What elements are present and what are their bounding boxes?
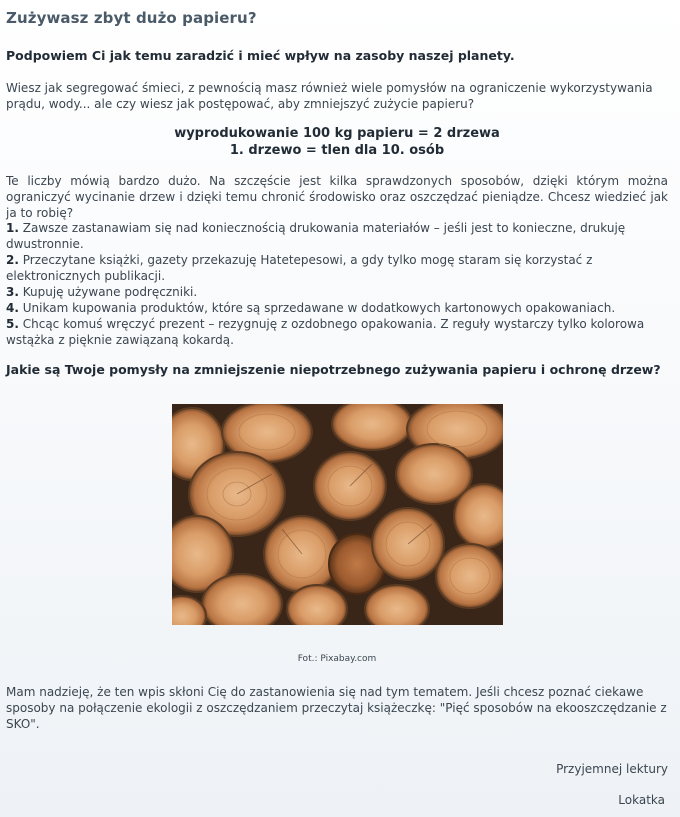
tip-text: Chcąc komuś wręczyć prezent – rezygnuję z ozdobnego opakowania. Z reguły wystarczy tylko kolorowa wstążka z pięknie zawiązaną kokardą.	[6, 317, 645, 347]
paper-formula	[6, 125, 668, 159]
tip-number: 1.	[6, 221, 19, 235]
tip-item	[6, 284, 668, 300]
facts-paragraph: Te liczby mówią bardzo dużo. Na szczęście jest kilka sprawdzonych sposobów, dzięki którym można ograniczyć wycinanie drzew i dzięki temu chronić środowisko oraz oszczędzać pieniądze. Chcesz wiedzieć jak ja to robię?	[6, 174, 668, 220]
post-lead: Podpowiem Ci jak temu zaradzić i mieć wpływ na zasoby naszej planety.	[6, 48, 515, 63]
formula-line-1: wyprodukowanie 100 kg papieru = 2 drzewa	[174, 126, 500, 141]
formula-line-2: 1. drzewo = tlen dla 10. osób	[229, 143, 445, 158]
reader-question: Jakie są Twoje pomysły na zmniejszenie niepotrzebnego zużywania papieru i ochronę drzew?	[6, 362, 661, 377]
firewood-photo	[172, 404, 503, 625]
log-ends	[172, 404, 503, 625]
tip-number: 2.	[6, 253, 19, 267]
tip-text: Zawsze zastanawiam się nad koniecznością drukowania materiałów – jeśli jest to konieczne, drukuję dwustronnie.	[6, 221, 626, 251]
author-name: Lokatka	[618, 793, 665, 807]
tip-number: 4.	[6, 301, 19, 315]
tip-item	[6, 220, 668, 252]
tip-item	[6, 316, 668, 348]
closing-paragraph: Mam nadzieję, że ten wpis skłoni Cię do zastanowienia się nad tym tematem. Jeśli chcesz poznać ciekawe sposoby na połączenie ekologii z oszczędzaniem przeczytaj książeczkę: "Pięć sposobów na ekooszczędzanie z SKO".	[6, 685, 667, 731]
tips-list	[6, 220, 668, 348]
tip-text: Przeczytane książki, gazety przekazuję Hatetepesowi, a gdy tylko mogę staram się korzystać z elektronicznych publikacji.	[6, 253, 593, 283]
intro-paragraph: Wiesz jak segregować śmieci, z pewnością masz również wiele pomysłów na ograniczenie wykorzystywania prądu, wody... ale czy wiesz jak postępować, aby zmniejszyć zużycie papieru?	[6, 81, 653, 111]
tip-item	[6, 300, 668, 316]
tip-number: 5.	[6, 317, 19, 331]
signoff: Przyjemnej lektury	[556, 762, 668, 776]
post-title: Zużywasz zbyt dużo papieru?	[6, 9, 257, 27]
tip-number: 3.	[6, 285, 19, 299]
photo-caption: Fot.: Pixabay.com	[297, 654, 377, 664]
tip-text: Kupuję używane podręczniki.	[22, 285, 198, 299]
tip-item	[6, 252, 668, 284]
tip-text: Unikam kupowania produktów, które są sprzedawane w dodatkowych kartonowych opakowaniach.	[22, 301, 616, 315]
